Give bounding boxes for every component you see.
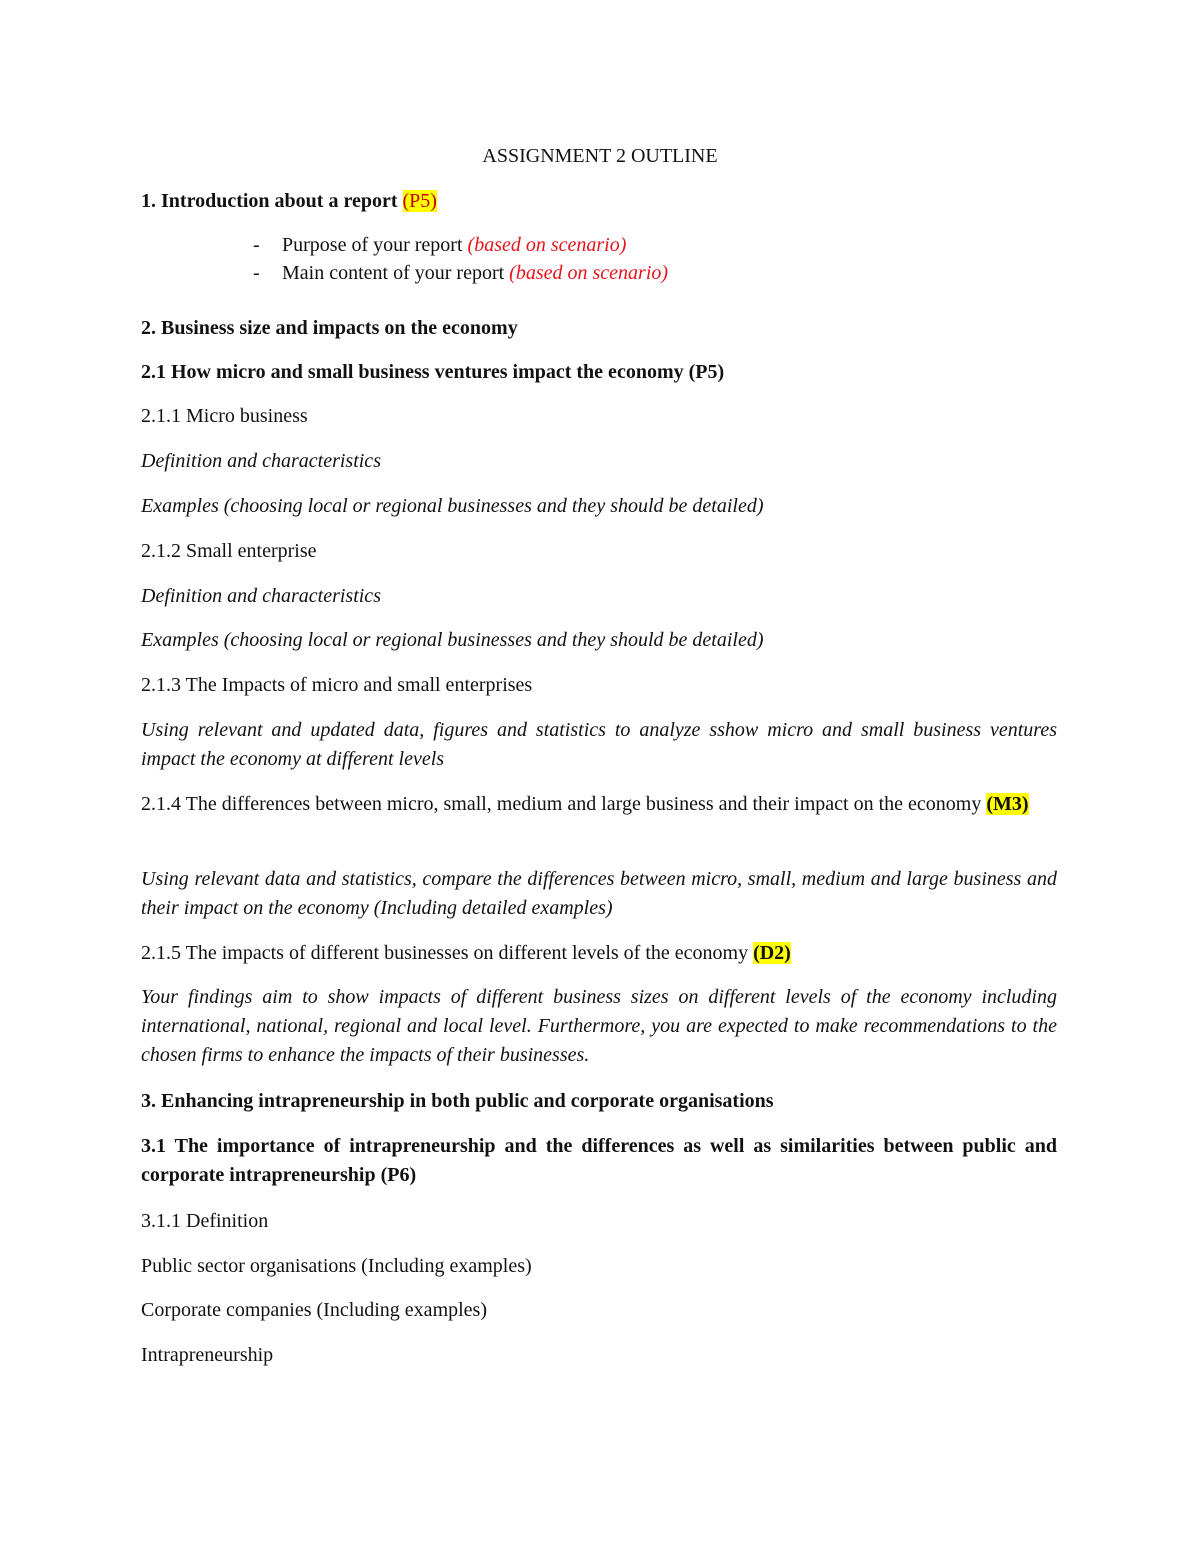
subsection-2-1-1-heading: 2.1.1 Micro business: [141, 405, 308, 427]
small-definition-line: Definition and characteristics: [141, 585, 381, 607]
section-3-heading: 3. Enhancing intrapreneurship in both public and corporate organisations: [141, 1090, 774, 1112]
micro-examples-line: Examples (choosing local or regional businesses and they should be detailed): [141, 495, 764, 517]
definition-item: Public sector organisations (Including examples): [141, 1255, 532, 1277]
section-1-heading-text: 1. Introduction about a report: [141, 190, 403, 212]
subsection-2-1-3-heading: 2.1.3 The Impacts of micro and small enterprises: [141, 674, 533, 696]
bullet-dash: -: [253, 234, 260, 256]
findings-body: Your findings aim to show impacts of different business sizes on different levels of the economy including international, national, regional and local level. Furthermore, you are expected to make recommendations to the chosen firms to enhance the impacts of their businesses.: [141, 986, 1057, 1066]
d2-tag: (D2): [753, 942, 791, 964]
subsection-3-1-heading: 3.1 The importance of intrapreneurship and the differences as well as similarities between public and corporate intrapreneurship (P6): [141, 1135, 1057, 1186]
impacts-body: Using relevant and updated data, figures and statistics to analyze sshow micro and small business ventures impact the economy at different levels: [141, 719, 1057, 770]
section-1-heading: [141, 187, 1057, 216]
bullet-note: (based on scenario): [509, 262, 669, 284]
bullet-dash: -: [253, 262, 260, 284]
subsection-2-1-2-heading: 2.1.2 Small enterprise: [141, 540, 317, 562]
section-2-heading: 2. Business size and impacts on the economy: [141, 317, 518, 339]
bullet-note: (based on scenario): [467, 234, 627, 256]
bullet-item: [282, 231, 626, 260]
micro-definition-line: Definition and characteristics: [141, 450, 381, 472]
small-examples-line: Examples (choosing local or regional businesses and they should be detailed): [141, 629, 764, 651]
differences-body: Using relevant data and statistics, compare the differences between micro, small, medium and large business and their impact on the economy (Including detailed examples): [141, 868, 1057, 919]
section-1-tag: (P5): [402, 190, 437, 212]
bullet-text: Main content of your report: [282, 262, 510, 284]
definition-item: Corporate companies (Including examples): [141, 1299, 487, 1321]
bullet-item: [282, 259, 668, 288]
subsection-3-1-1-heading: 3.1.1 Definition: [141, 1210, 269, 1232]
subsection-2-1-5-text: 2.1.5 The impacts of different businesses on different levels of the economy: [141, 942, 754, 964]
subsection-2-1-heading: 2.1 How micro and small business ventures impact the economy (P5): [141, 361, 725, 383]
subsection-2-1-4-heading: [141, 790, 1057, 819]
bullet-text: Purpose of your report: [282, 234, 468, 256]
m3-tag: (M3): [986, 793, 1029, 815]
definition-item: Intrapreneurship: [141, 1344, 274, 1366]
subsection-2-1-5-heading: [141, 939, 1057, 968]
document-title: ASSIGNMENT 2 OUTLINE: [482, 145, 718, 167]
subsection-2-1-4-text: 2.1.4 The differences between micro, small, medium and large business and their impact on the economy: [141, 793, 987, 815]
